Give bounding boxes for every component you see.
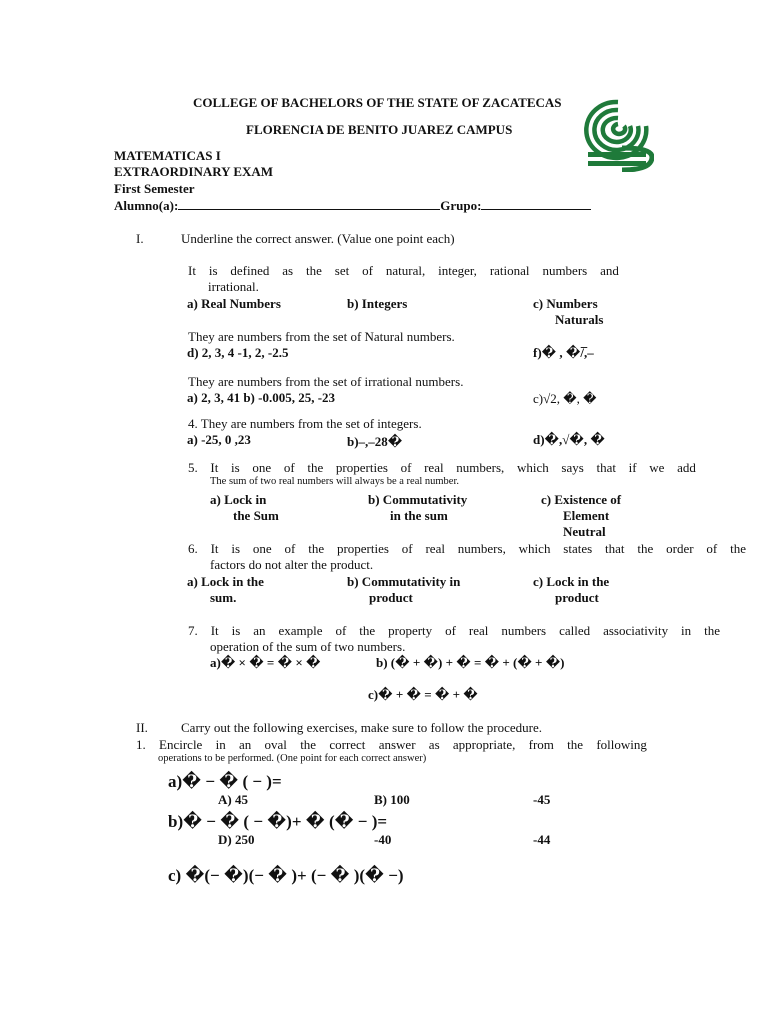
college-logo-icon	[582, 96, 654, 172]
q5-option-c[interactable]: c) Existence of	[541, 492, 622, 507]
q5-option-b[interactable]: b) Commutativity	[368, 492, 468, 507]
q7-text: 7. It is an example of the property of real numbers called associativity in the	[188, 623, 720, 638]
q4-text: 4. They are numbers from the set of integers.	[188, 416, 422, 431]
grupo-label: Grupo:	[440, 198, 482, 213]
alumno-blank[interactable]	[178, 199, 440, 210]
q7-option-a[interactable]: a)� × � = � × �	[210, 655, 321, 670]
q7-option-c[interactable]: c)� + � = � + �	[368, 687, 478, 702]
exam-label: EXTRAORDINARY EXAM	[114, 164, 274, 179]
exercise-b-option-d[interactable]: D) 250	[218, 832, 255, 847]
section2-numeral: II.	[136, 720, 148, 735]
semester-label: First Semester	[114, 181, 195, 196]
q4-option-a[interactable]: a) -25, 0 ,23	[187, 432, 251, 447]
q1-option-c-cont: Naturals	[555, 312, 604, 327]
exercise-a: a)� − � ( − )=	[168, 772, 282, 791]
q7-option-b[interactable]: b) (� + �) + � = � + (� + �)	[376, 655, 565, 670]
q5-option-c-cont2: Neutral	[563, 524, 606, 539]
q6-text: 6. It is one of the properties of real numbers, which states that the order of the	[188, 541, 746, 556]
q5-option-c-cont1: Element	[563, 508, 610, 523]
q2-option-f[interactable]: f)� , �/̅,–	[533, 345, 594, 360]
exercise-c: c) �(− �)(− � )+ (− � )(� −)	[168, 866, 404, 885]
q5-option-a-cont: the Sum	[233, 508, 279, 523]
exercise1-text: 1. Encircle in an oval the correct answer as appropriate, from the following	[136, 737, 647, 752]
q1-option-a[interactable]: a) Real Numbers	[187, 296, 281, 311]
q5-text: 5. It is one of the properties of real numbers, which says that if we add	[188, 460, 696, 475]
campus-title: FLORENCIA DE BENITO JUAREZ CAMPUS	[246, 122, 513, 137]
q1-option-c[interactable]: c) Numbers	[533, 296, 598, 311]
q3-option-c[interactable]: c)√2, �, �	[533, 391, 597, 406]
q6-option-c-cont: product	[555, 590, 599, 605]
q1-text-cont: irrational.	[208, 279, 259, 294]
subject-label: MATEMATICAS I	[114, 148, 221, 163]
q4-option-b[interactable]: b)–,–28�	[347, 434, 403, 449]
q3-text: They are numbers from the set of irrational numbers.	[188, 374, 464, 389]
section2-instruction: Carry out the following exercises, make sure to follow the procedure.	[181, 720, 542, 735]
section1-numeral: I.	[136, 231, 144, 246]
q5-option-a[interactable]: a) Lock in	[210, 492, 267, 507]
college-title: COLLEGE OF BACHELORS OF THE STATE OF ZACATECAS	[193, 95, 562, 110]
exercise1-subtext: operations to be performed. (One point for each correct answer)	[158, 753, 427, 764]
q2-option-d[interactable]: d) 2, 3, 4 -1, 2, -2.5	[187, 345, 289, 360]
q6-option-b[interactable]: b) Commutativity in	[347, 574, 461, 589]
q5-option-b-cont: in the sum	[390, 508, 448, 523]
q6-text-cont: factors do not alter the product.	[210, 557, 374, 572]
student-line	[114, 198, 591, 213]
q5-subtext: The sum of two real numbers will always be a real number.	[210, 476, 460, 487]
q2-text: They are numbers from the set of Natural numbers.	[188, 329, 455, 344]
q1-option-b[interactable]: b) Integers	[347, 296, 408, 311]
exercise-a-option-a[interactable]: A) 45	[218, 792, 248, 807]
q3-option-a[interactable]: a) 2, 3, 41 b) -0.005, 25, -23	[187, 390, 336, 405]
q6-option-a[interactable]: a) Lock in the	[187, 574, 264, 589]
alumno-label: Alumno(a):	[114, 198, 179, 213]
exercise-a-option-c[interactable]: -45	[533, 792, 551, 807]
q6-option-a-cont: sum.	[210, 590, 237, 605]
exercise-b: b)� − � ( − �)+ � (� − )=	[168, 812, 388, 831]
exercise-b-option-f[interactable]: -44	[533, 832, 551, 847]
q6-option-b-cont: product	[369, 590, 413, 605]
exercise-a-option-b[interactable]: B) 100	[374, 792, 410, 807]
q4-option-d[interactable]: d)�,√�, �	[533, 432, 605, 447]
section1-instruction: Underline the correct answer. (Value one point each)	[181, 231, 455, 246]
q1-text: It is defined as the set of natural, integer, rational numbers and	[188, 263, 619, 278]
q6-option-c[interactable]: c) Lock in the	[533, 574, 610, 589]
q7-text-cont: operation of the sum of two numbers.	[210, 639, 406, 654]
exercise-b-option-e[interactable]: -40	[374, 832, 392, 847]
grupo-blank[interactable]	[481, 199, 591, 210]
